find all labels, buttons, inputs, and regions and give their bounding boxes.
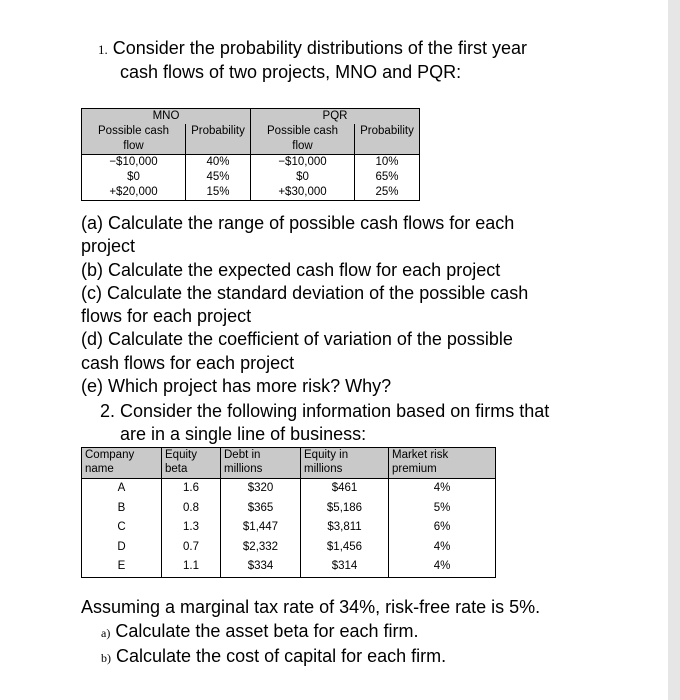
cell: $334: [221, 557, 301, 577]
col-header-equity: Equity in millions: [301, 448, 389, 479]
cell: D: [82, 538, 162, 558]
cell: +$30,000: [251, 185, 355, 201]
col-header: Possible cash: [82, 124, 186, 139]
table-row: [82, 155, 420, 171]
cell: A: [82, 479, 162, 499]
firms-table: [81, 447, 496, 578]
cell: −$10,000: [82, 155, 186, 171]
question-2: [100, 400, 660, 446]
question-2-tasks: [81, 596, 641, 671]
cell: $314: [301, 557, 389, 577]
cell: 0.8: [162, 499, 221, 519]
cell: $365: [221, 499, 301, 519]
col-header-market-risk: Market risk premium: [389, 448, 496, 479]
part-line: (e) Which project has more risk? Why?: [81, 376, 392, 397]
cell: $1,456: [301, 538, 389, 558]
table-row: [82, 518, 496, 538]
cell: 4%: [389, 479, 496, 499]
assumption-text: Assuming a marginal tax rate of 34%, risk-free rate is 5%.: [81, 597, 541, 617]
col-header-debt: Debt in millions: [221, 448, 301, 479]
group-header-mno: MNO: [82, 109, 251, 125]
col-header-company: Company name: [82, 448, 162, 479]
cell: $5,186: [301, 499, 389, 519]
part-line: (d) Calculate the coefficient of variation of the possible: [81, 329, 513, 350]
question-2-line-1: 2. Consider the following information based on firms that: [100, 401, 550, 421]
part-line: cash flows for each project: [81, 352, 295, 373]
probability-table: [81, 108, 420, 201]
col-header: Probability: [355, 124, 420, 139]
col-header-sub: flow: [251, 139, 355, 155]
cell: 1.6: [162, 479, 221, 499]
group-header-pqr: PQR: [251, 109, 420, 125]
cell: 45%: [186, 170, 251, 185]
cell: 25%: [355, 185, 420, 201]
table-row: [82, 479, 496, 499]
table-row: [82, 538, 496, 558]
task-b: b) Calculate the cost of capital for each firm.: [101, 646, 447, 666]
cell: 5%: [389, 499, 496, 519]
question-2-line-2: are in a single line of business:: [120, 424, 367, 444]
cell: $1,447: [221, 518, 301, 538]
part-line: (c) Calculate the standard deviation of the possible cash: [81, 282, 529, 303]
cell: 65%: [355, 170, 420, 185]
cell: $320: [221, 479, 301, 499]
task-a: a) Calculate the asset beta for each firm.: [101, 620, 419, 641]
cell: 1.1: [162, 557, 221, 577]
cell: 15%: [186, 185, 251, 201]
cell: $0: [82, 170, 186, 185]
question-1: [98, 37, 618, 83]
question-1-line-2: cash flows of two projects, MNO and PQR:: [120, 62, 462, 82]
cell: −$10,000: [251, 155, 355, 171]
cell: $3,811: [301, 518, 389, 538]
part-line: (a) Calculate the range of possible cash flows for each: [81, 213, 515, 233]
cell: 4%: [389, 538, 496, 558]
right-edge-bar: [668, 0, 680, 700]
cell: 0.7: [162, 538, 221, 558]
col-header-equity-beta: Equity beta: [162, 448, 221, 479]
question-1-line-1: 1. Consider the probability distributions of the first year: [98, 38, 527, 58]
col-header-sub: [355, 139, 420, 155]
cell: 6%: [389, 518, 496, 538]
table-row: [82, 499, 496, 519]
cell: 1.3: [162, 518, 221, 538]
cell: 4%: [389, 557, 496, 577]
col-header: Probability: [186, 124, 251, 139]
part-line: (b) Calculate the expected cash flow for each project: [81, 259, 501, 280]
part-line: project: [81, 236, 136, 257]
question-1-number: 1.: [98, 42, 108, 57]
cell: C: [82, 518, 162, 538]
col-header-sub: [186, 139, 251, 155]
question-1-parts: [81, 212, 621, 398]
col-header-sub: flow: [82, 139, 186, 155]
table-row: [82, 185, 420, 201]
cell: E: [82, 557, 162, 577]
cell: 40%: [186, 155, 251, 171]
cell: $2,332: [221, 538, 301, 558]
table-row: [82, 557, 496, 577]
cell: $461: [301, 479, 389, 499]
cell: B: [82, 499, 162, 519]
cell: 10%: [355, 155, 420, 171]
cell: $0: [251, 170, 355, 185]
part-line: flows for each project: [81, 306, 252, 327]
cell: +$20,000: [82, 185, 186, 201]
table-row: [82, 170, 420, 185]
col-header: Possible cash: [251, 124, 355, 139]
